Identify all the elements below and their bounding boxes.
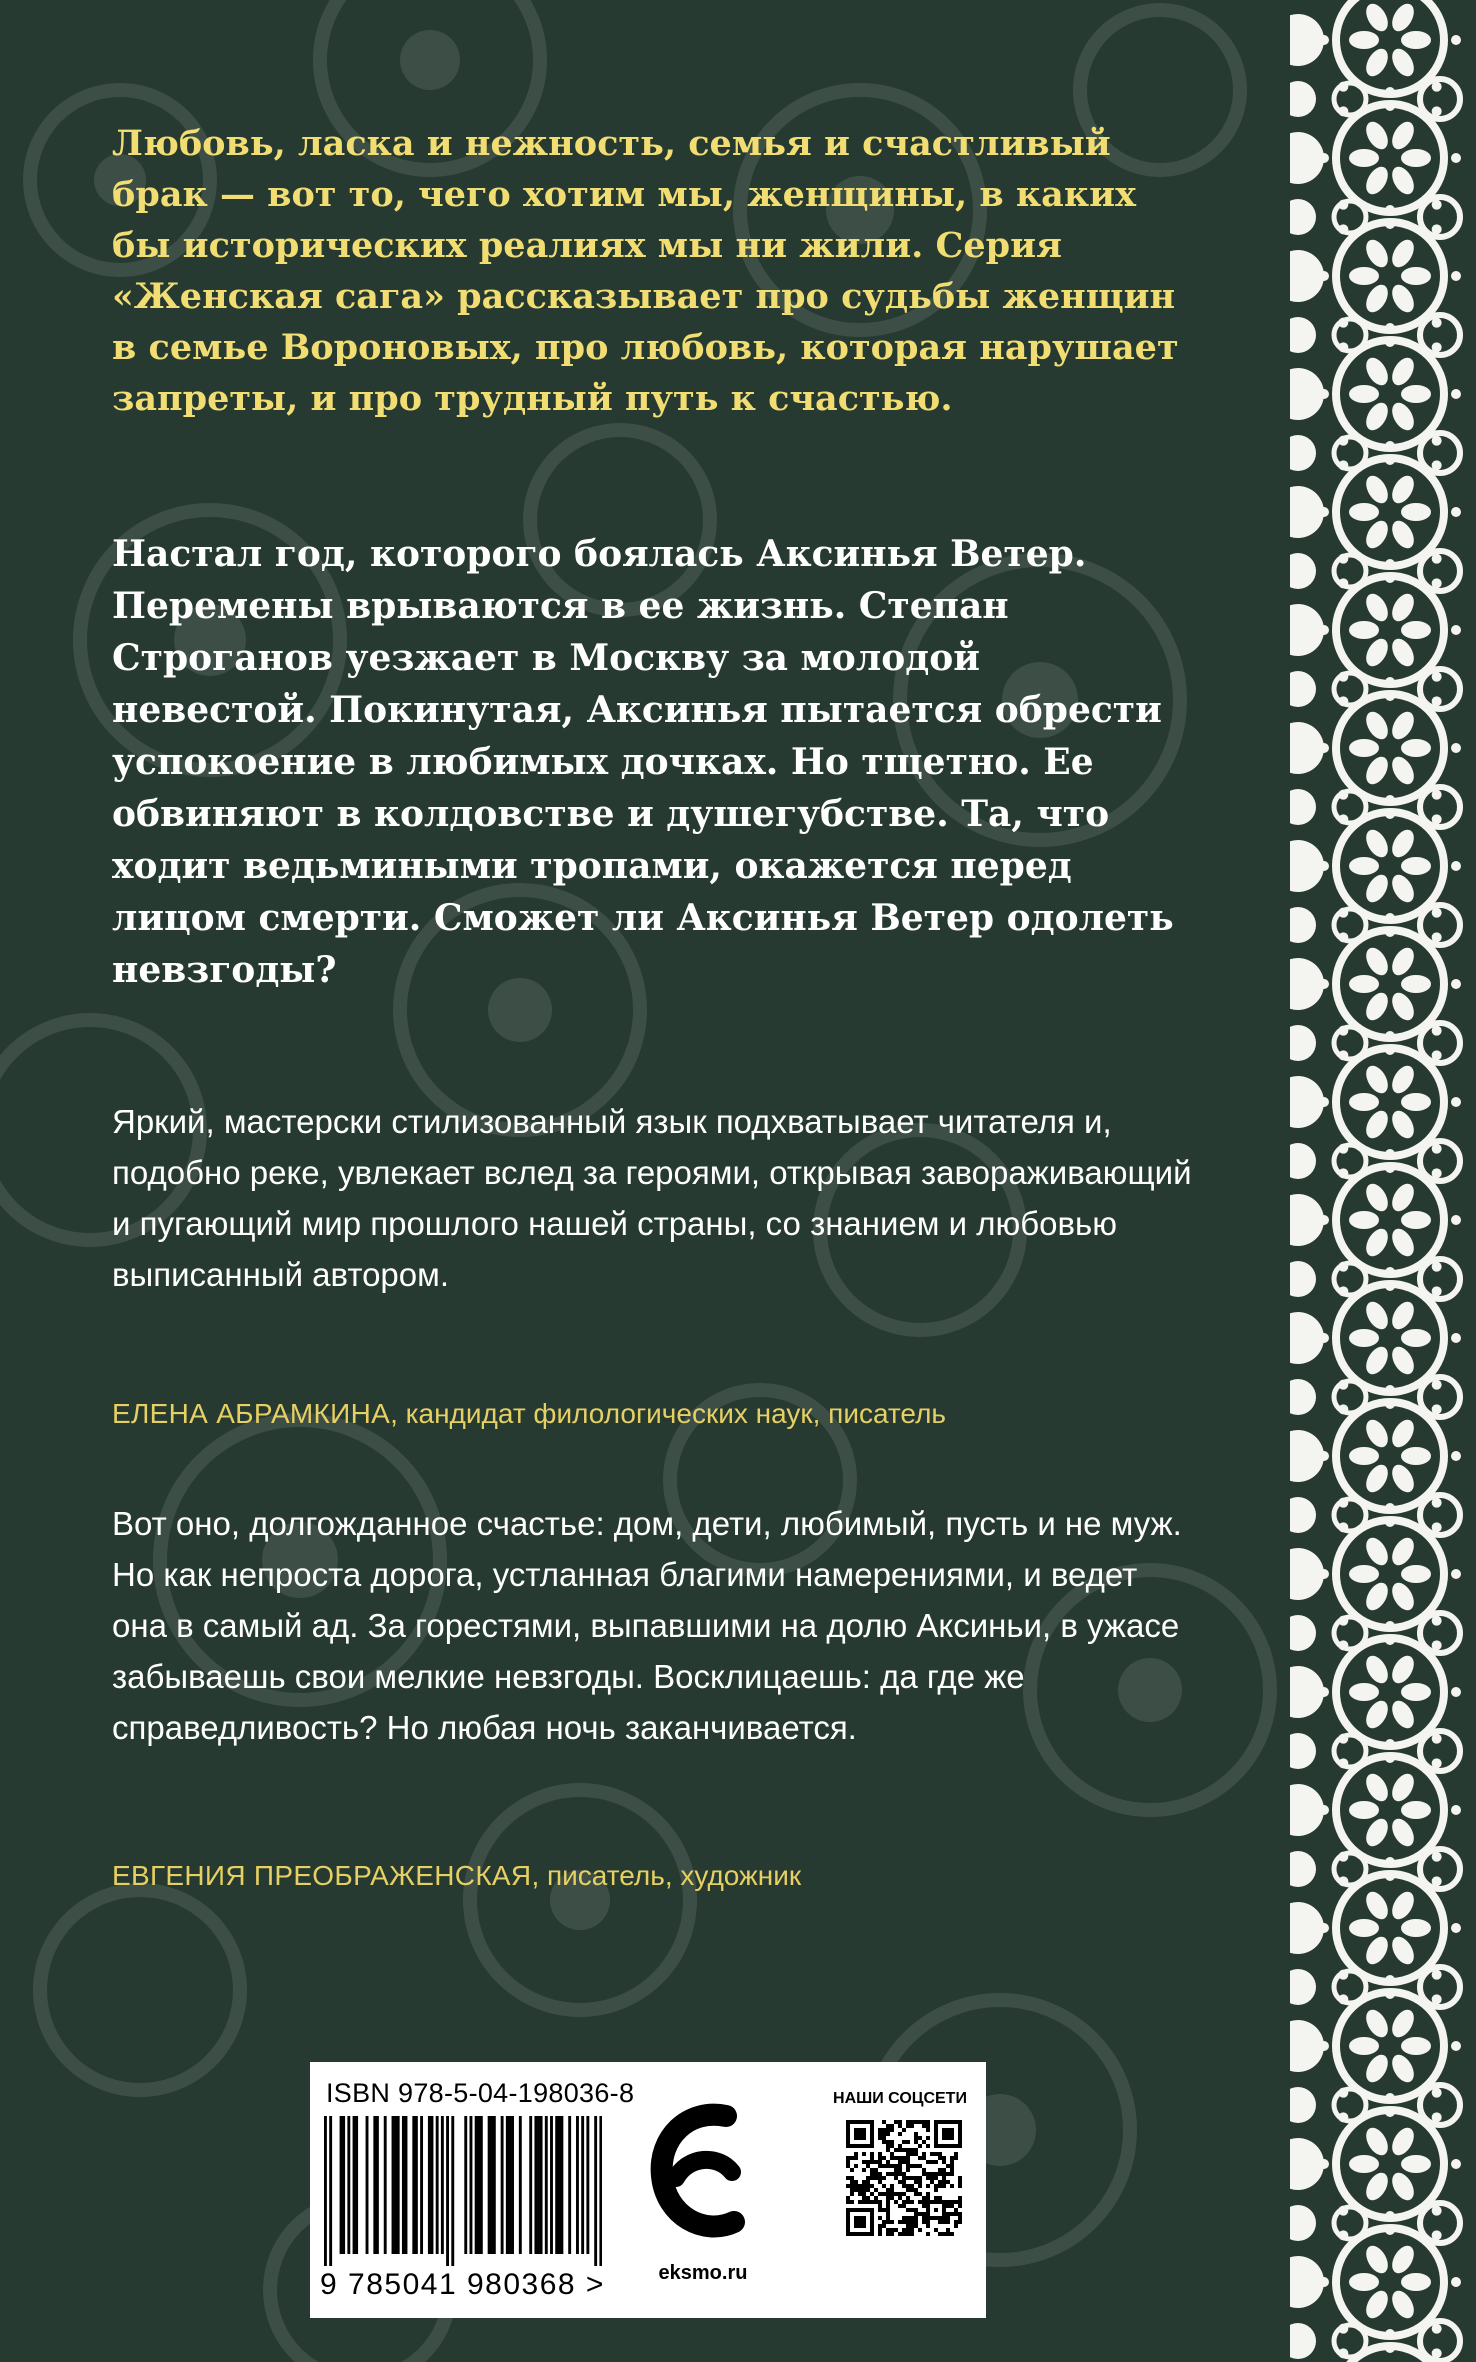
- barcode-bar: [501, 2116, 504, 2254]
- lace-border: [1290, 0, 1476, 2362]
- barcode-bar: [384, 2116, 387, 2254]
- barcode-bar: [534, 2116, 537, 2254]
- review-attribution: [112, 1858, 1212, 1894]
- barcode-bar: [324, 2116, 327, 2266]
- series-intro-text: Любовь, ласка и нежность, семья и счастливый брак — вот то, чего хотим мы, женщины, в каких бы исторических реалиях мы ни жили. Серия «Женская сага» рассказывает про судьбы женщин в семье Вороновых, про любовь, которая нарушает запреты, и про трудный путь к счастью.: [112, 123, 1179, 419]
- barcode-bar: [428, 2116, 431, 2254]
- review-text: Яркий, мастерски стилизованный язык подхватывает читателя и, подобно реке, увлекает вслед за героями, открывая завораживающий и пугающий мир прошлого нашей страны, со знанием и любовью выписанный автором.: [112, 1103, 1192, 1293]
- review-text: Вот оно, долгожданное счастье: дом, дети, любимый, пусть и не муж. Но как непроста дорога, устланная благими намерениями, и ведет она в самый ад. За горестями, выпавшими на долю Аксиньи, в ужасе забываешь свои мелкие невзгоды. Восклицаешь: да где же справедливость? Но любая ночь заканчивается.: [112, 1505, 1182, 1746]
- barcode-bar: [560, 2116, 563, 2254]
- review-author-name: ЕЛЕНА АБРАМКИНА: [112, 1398, 391, 1429]
- barcode-bar: [488, 2116, 491, 2254]
- barcode-bar: [431, 2116, 434, 2254]
- social-label: НАШИ СОЦСЕТИ: [833, 2090, 967, 2107]
- barcode-panel: [310, 2062, 986, 2318]
- barcode-bar: [340, 2116, 343, 2254]
- review-author-name: ЕВГЕНИЯ ПРЕОБРАЖЕНСКАЯ: [112, 1860, 532, 1891]
- barcode-bar: [506, 2116, 509, 2254]
- barcode-bar: [392, 2116, 395, 2254]
- barcode-bar: [342, 2116, 345, 2254]
- review-author-credentials: , кандидат филологических наук, писатель: [390, 1398, 946, 1429]
- barcode-bar: [508, 2116, 511, 2254]
- barcode-bar: [594, 2116, 597, 2266]
- barcode-bar: [599, 2116, 602, 2266]
- isbn-label: ISBN 978-5-04-198036-8: [326, 2078, 635, 2108]
- barcode-bar: [475, 2116, 478, 2254]
- barcode-bar: [441, 2116, 444, 2254]
- barcode-bar: [394, 2116, 397, 2254]
- barcode-bar: [376, 2116, 379, 2254]
- barcode-bar: [540, 2116, 543, 2254]
- barcode-bar: [519, 2116, 522, 2254]
- barcode-bar: [347, 2116, 350, 2254]
- barcode-bar: [436, 2116, 439, 2254]
- qr-code-icon: [846, 2120, 962, 2236]
- barcode-bar: [529, 2116, 532, 2254]
- barcode-bar: [493, 2116, 496, 2254]
- barcode: [324, 2116, 602, 2266]
- barcode-bar: [451, 2116, 454, 2266]
- barcode-bar: [550, 2116, 553, 2254]
- eksmo-logo-icon: [648, 2098, 748, 2248]
- barcode-bar: [355, 2116, 358, 2254]
- barcode-bar: [558, 2116, 561, 2254]
- barcode-bar: [446, 2116, 449, 2266]
- review-attribution: [112, 1396, 1212, 1432]
- barcode-bar: [412, 2116, 415, 2254]
- barcode-bar: [397, 2116, 400, 2254]
- barcode-bar: [329, 2116, 332, 2266]
- barcode-bar: [373, 2116, 376, 2254]
- barcode-bar: [470, 2116, 473, 2254]
- barcode-bar: [581, 2116, 584, 2254]
- barcode-digits: 9 785041 980368 >: [320, 2268, 605, 2301]
- barcode-bar: [464, 2116, 467, 2254]
- barcode-bar: [490, 2116, 493, 2254]
- barcode-bar: [420, 2116, 423, 2254]
- barcode-bar: [576, 2116, 579, 2254]
- barcode-bar: [511, 2116, 514, 2254]
- barcode-bar: [480, 2116, 483, 2254]
- barcode-bar: [366, 2116, 369, 2254]
- barcode-bar: [353, 2116, 356, 2254]
- barcode-bar: [586, 2116, 589, 2254]
- review-author-credentials: , писатель, художник: [531, 1860, 802, 1891]
- barcode-bar: [545, 2116, 548, 2254]
- barcode-bar: [415, 2116, 418, 2254]
- publisher-site: eksmo.ru: [658, 2262, 748, 2284]
- barcode-bar: [568, 2116, 571, 2254]
- book-synopsis: Настал год, которого боялась Аксинья Ветер. Перемены врываются в ее жизнь. Степан Строганов уезжает в Москву за молодой невестой. Покинутая, Аксинья пытается обрести успокоение в любимых дочках. Но тщетно. Ее обвиняют в колдовстве и душегубстве. Та, что ходит ведьмиными тропами, окажется перед лицом смерти. Сможет ли Аксинья Ветер одолеть невзгоды?: [112, 533, 1174, 991]
- barcode-bar: [537, 2116, 540, 2254]
- barcode-bar: [477, 2116, 480, 2254]
- barcode-bar: [405, 2116, 408, 2254]
- barcode-bar: [402, 2116, 405, 2254]
- lace-border-icon: [1290, 0, 1476, 2362]
- barcode-bar: [555, 2116, 558, 2254]
